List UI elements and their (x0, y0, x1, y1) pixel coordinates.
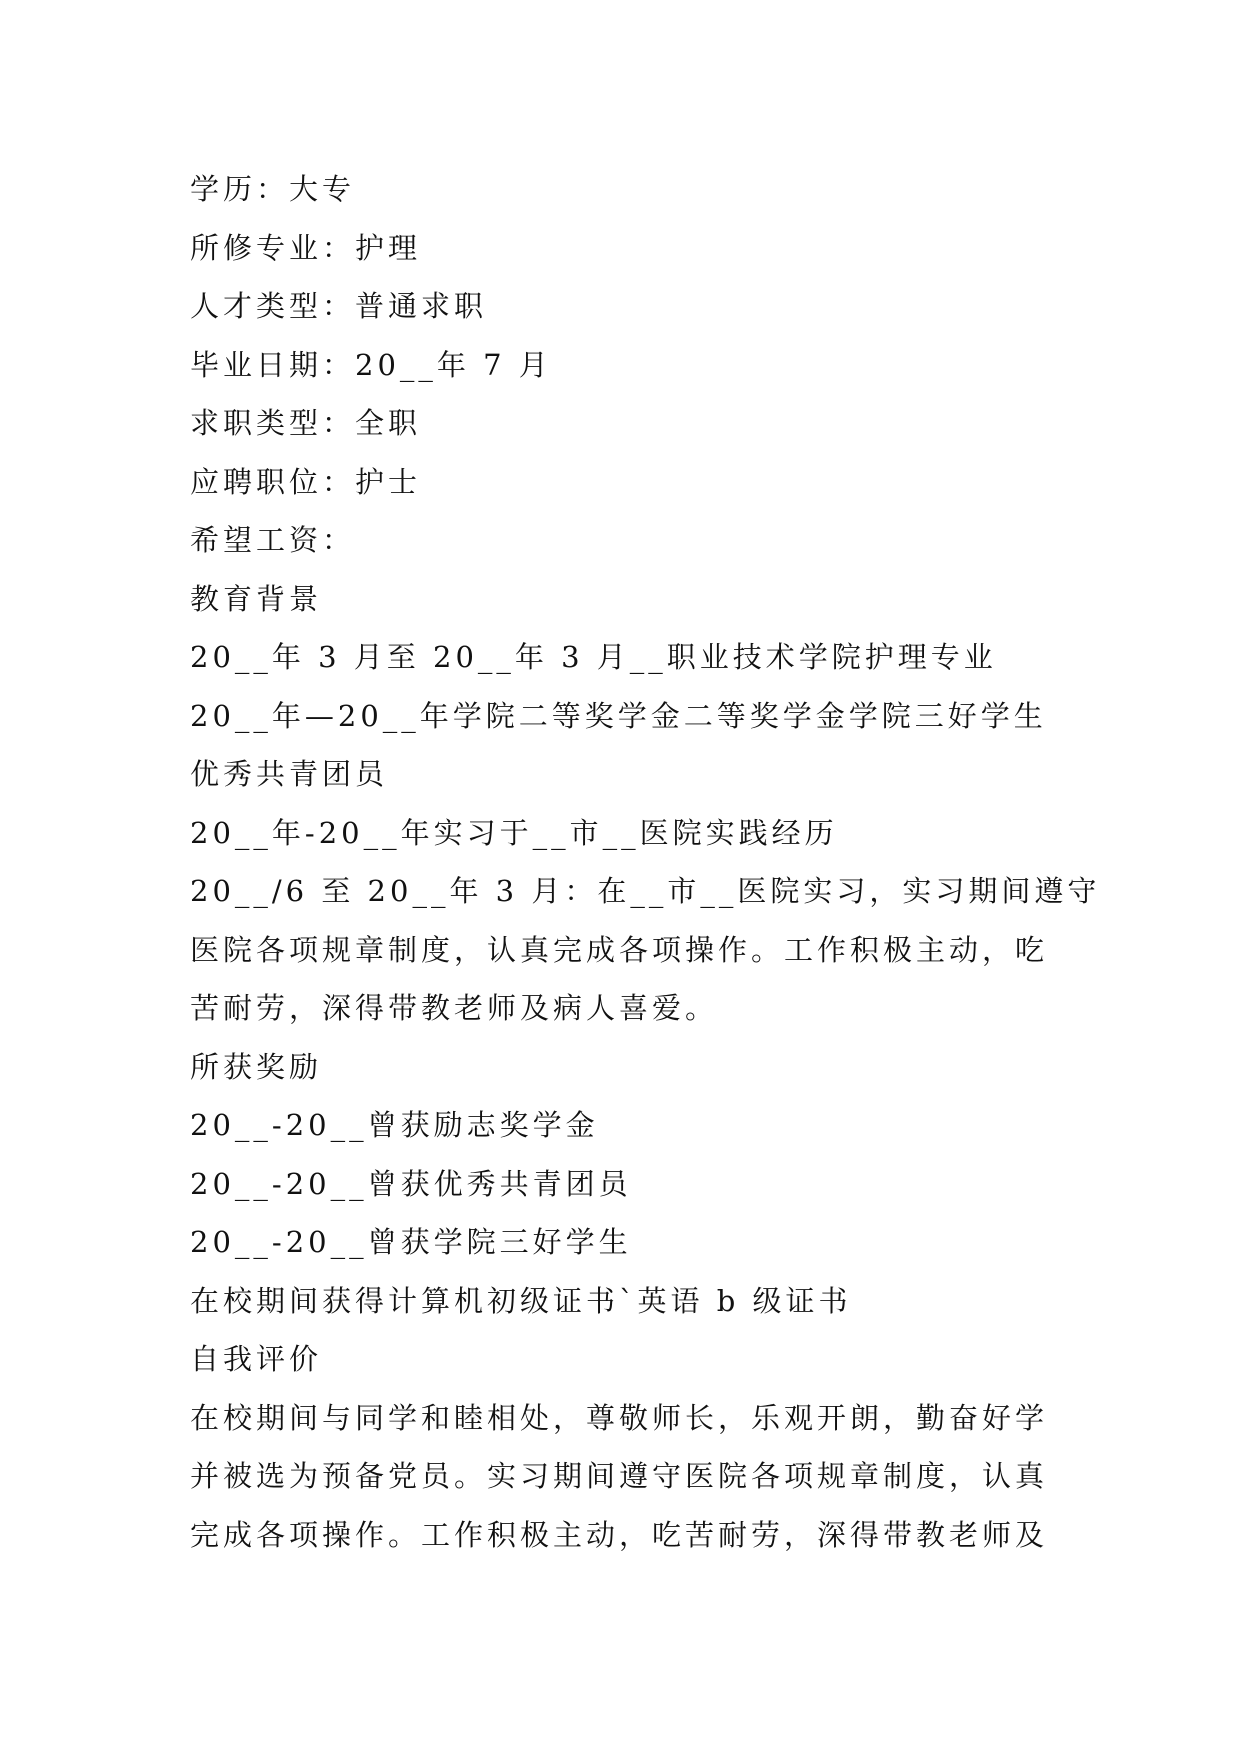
self-evaluation-line-1: 在校期间与同学和睦相处，尊敬师长，乐观开朗，勤奋好学 (190, 1400, 1049, 1435)
position-line: 应聘职位：护士 (190, 464, 422, 499)
internship-entry: 20__年-20__年实习于__市__医院实践经历 (190, 815, 838, 850)
talent-type-line: 人才类型：普通求职 (190, 289, 488, 323)
self-evaluation-heading: 自我评价 (190, 1342, 323, 1376)
certificates-line: 在校期间获得计算机初级证书`英语 b 级证书 (190, 1283, 852, 1318)
scholarship-entry-continued: 优秀共青团员 (190, 757, 389, 791)
job-type-line: 求职类型：全职 (190, 406, 422, 440)
education-level-line: 学历：大专 (190, 172, 356, 206)
award-item: 20__-20__曾获励志奖学金 (190, 1108, 599, 1142)
graduation-date-line: 毕业日期：20__年 7 月 (190, 347, 552, 382)
self-evaluation-line-2: 并被选为预备党员。实习期间遵守医院各项规章制度，认真 (190, 1459, 1049, 1493)
scholarship-entry: 20__年—20__年学院二等奖学金二等奖学金学院三好学生 (190, 698, 1047, 733)
internship-detail-line-2: 医院各项规章制度，认真完成各项操作。工作积极主动，吃 (190, 932, 1049, 967)
resume-body (190, 160, 1101, 1564)
major-line: 所修专业：护理 (190, 230, 422, 265)
internship-detail-line-1: 20__/6 至 20__年 3 月：在__市__医院实习，实习期间遵守 (190, 874, 1101, 908)
education-entry: 20__年 3 月至 20__年 3 月__职业技术学院护理专业 (190, 640, 997, 674)
awards-heading: 所获奖励 (190, 1049, 323, 1084)
award-item: 20__-20__曾获优秀共青团员 (190, 1166, 632, 1201)
education-heading: 教育背景 (190, 581, 323, 616)
self-evaluation-line-3: 完成各项操作。工作积极主动，吃苦耐劳，深得带教老师及 (190, 1517, 1049, 1552)
internship-detail-line-3: 苦耐劳，深得带教老师及病人喜爱。 (190, 991, 719, 1025)
expected-salary-line: 希望工资： (190, 523, 356, 557)
award-item: 20__-20__曾获学院三好学生 (190, 1225, 632, 1259)
